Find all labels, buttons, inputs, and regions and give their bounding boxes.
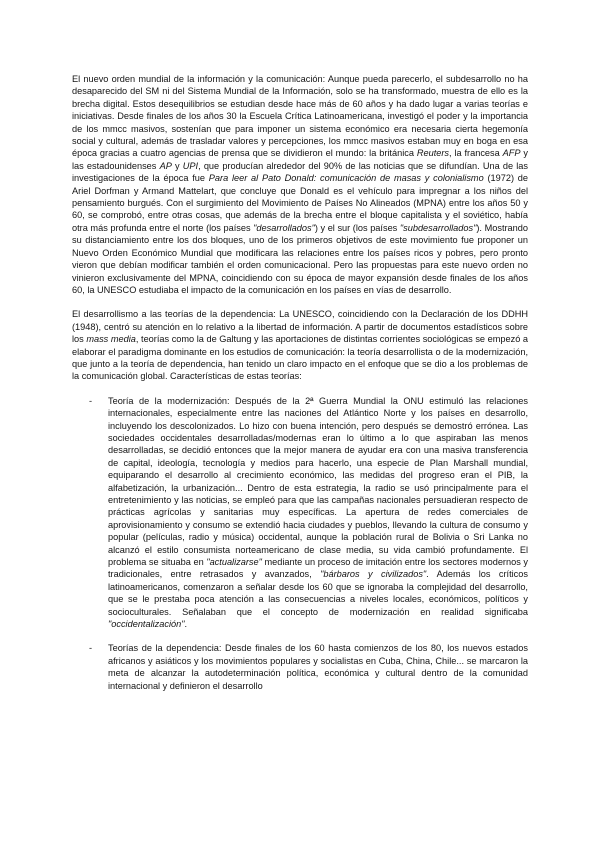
list-bullet-marker: - bbox=[89, 643, 93, 654]
italic-text-segment: "subdesarrollados" bbox=[399, 222, 477, 233]
text-segment: El desarrollismo a las teorías de la dependencia: La UNESCO, coincidiendo con la Declaración de los DDHH (1948), centró su atención en lo relativo a la libertad de información. A partir de documentos estadísticos sobre los bbox=[72, 309, 528, 345]
text-segment: . Además los críticos latinoamericanos, comenzaron a señalar desde los 60 que se ignoraba la complejidad del desarrollo, que se le prestaba poca atención a las consecuencias a niveles locales, económicos, políticos y socioculturales. Señalaban que el concepto de modernización en realidad significaba bbox=[108, 569, 528, 617]
italic-text-segment: Reuters bbox=[416, 148, 450, 159]
italic-text-segment: "desarrollados" bbox=[253, 222, 315, 233]
list-item-teoria-modernizacion bbox=[72, 395, 528, 631]
list-item-text bbox=[108, 395, 528, 631]
italic-text-segment: mass media bbox=[86, 334, 136, 345]
document-page bbox=[72, 73, 528, 704]
text-segment: , la francesa bbox=[449, 148, 503, 159]
text-segment: y bbox=[171, 160, 183, 171]
italic-text-segment: "actualizarse" bbox=[206, 557, 262, 568]
text-segment: (1972) de Ariel Dorfman y Armand Mattelart, que concluye que Donald es el vehículo para impregnar a los niños del pensamiento burgués. Con el surgimiento del Movimiento de Países No Alineados (MPNA) entre los años 50 y 60, se comprobó, entre otras cosas, que además de la brecha entre el bloque capitalista y el soviético, había otra más profunda entre el norte (los países bbox=[72, 173, 528, 233]
text-segment: El nuevo orden mundial de la información y la comunicación: Aunque pueda parecerlo, el subdesarrollo no ha desaparecido del SM ni del Sistema Mundial de la Información, solo se ha transformado, muestra de ello es la brecha digital. Estos desequilibrios se estudian desde hace más de 60 años y ha dado lugar a varias teorías e iniciativas. Desde finales de los años 30 la Escuela Crítica Latinoamericana, investigó el poder y la importancia de los mmcc masivos, sostenían que para imponer un sistema económico era necesaria cierta hegemonía social y cultural, además de trasladar valores y percepciones, los mmcc masivos estaban muy en boga en esa época gracias a cuatro agencias de prensa que se dividieron el mundo: la británica bbox=[72, 74, 528, 159]
italic-text-segment: "occidentalización" bbox=[108, 619, 185, 630]
text-segment: ) y el sur (los países bbox=[314, 222, 400, 233]
theories-list bbox=[72, 395, 528, 692]
text-segment: , teorías como la de Galtung y las aportaciones de distintas corrientes sociológicas se empezó a elaborar el paradigma dominante en los estudios de comunicación: la teoría desarrollista o de la modernización, que junto a la teoría de dependencia, han tenido un claro impacto en el enfoque que se dio a los problemas de la comunicación global. Características de estas teorías: bbox=[72, 334, 528, 382]
italic-text-segment: AFP bbox=[502, 148, 521, 159]
list-item-teorias-dependencia bbox=[72, 642, 528, 692]
text-segment: ). Mostrando su distanciamiento entre los dos bloques, uno de los primeros objetivos de este movimiento fue proponer un Nuevo Orden Económico Mundial que modificara las relaciones entre los países ricos y pobres, pero pronto vieron que debían modificar también el orden comunicacional. Pero las propuestas para este nuevo orden no vinieron exclusivamente del MPNA, coincidiendo con su época de mayor expansión desde finales de los años 60, la UNESCO estudiaba el impacto de la comunicación en los países en vías de desarrollo. bbox=[72, 222, 528, 295]
text-segment: , que producían alrededor del 90% de las noticias que se difundían. Una de las investigaciones de la época fue bbox=[72, 160, 528, 184]
text-segment: Teoría de la modernización: Después de la 2ª Guerra Mundial la ONU estimuló las relaciones internacionales, especialmente entre las naciones del Atlántico Norte y los países en desarrollo, incluyendo los descolonizados. Lo hizo con buena intención, pero después se demostró errónea. Las sociedades occidentales desarrolladas/modernas eran lo último a lo que aspiraban las menos desarrolladas, se decidió entonces que la mejor manera de ayudar era con una masiva transferencia de capital, ideología, tecnología y medios para hacerlo, una especie de Plan Marshall mundial, equiparando el desarrollo al crecimiento económico, las medidas del progreso eran el PIB, la alfabetización, la urbanización... Dentro de esta estrategia, la radio se usó principalmente para el entretenimiento y las noticias, se empleó para que las campañas nacionales persuadieran respecto de prácticas agrícolas y sanitarias muy específicas. La apertura de redes comerciales de aprovisionamiento y consumo se extendió hacia ciudades y pueblos, llevando la cultura de consumo y popular (películas, radio y música) occidental, aunque la población rural de Bolivia o Sri Lanka no alcanzó el estilo consumista norteamericano de clase media, su vida cambió profundamente. El problema se situaba en bbox=[108, 395, 528, 568]
paragraph-nuevo-orden-mundial bbox=[72, 73, 528, 296]
list-item-text bbox=[108, 642, 528, 692]
italic-text-segment: "bárbaros y civilizados" bbox=[320, 569, 427, 580]
text-segment: Teorías de la dependencia: Desde finales de los 60 hasta comienzos de los 80, los nuevos estados africanos y asiáticos y los movimientos populares y socialistas en Cuba, China, Chile... se marcaron la meta de alcanzar la autodeterminación política, económica y cultural dentro de la comunidad internacional y definieron el desarrollo bbox=[108, 643, 528, 691]
text-segment: . bbox=[184, 619, 188, 630]
text-segment: y las estadounidenses bbox=[72, 148, 528, 171]
italic-text-segment: Para leer al Pato Donald: comunicación de masas y colonialismo bbox=[208, 173, 484, 184]
italic-text-segment: UPI bbox=[182, 160, 199, 171]
list-bullet-marker: - bbox=[89, 395, 93, 406]
paragraph-desarrollismo bbox=[72, 308, 528, 382]
italic-text-segment: AP bbox=[159, 160, 172, 171]
text-segment: mediante un proceso de imitación entre los sectores modernos y tradicionales, entre retrasados y avanzados, bbox=[108, 557, 529, 580]
